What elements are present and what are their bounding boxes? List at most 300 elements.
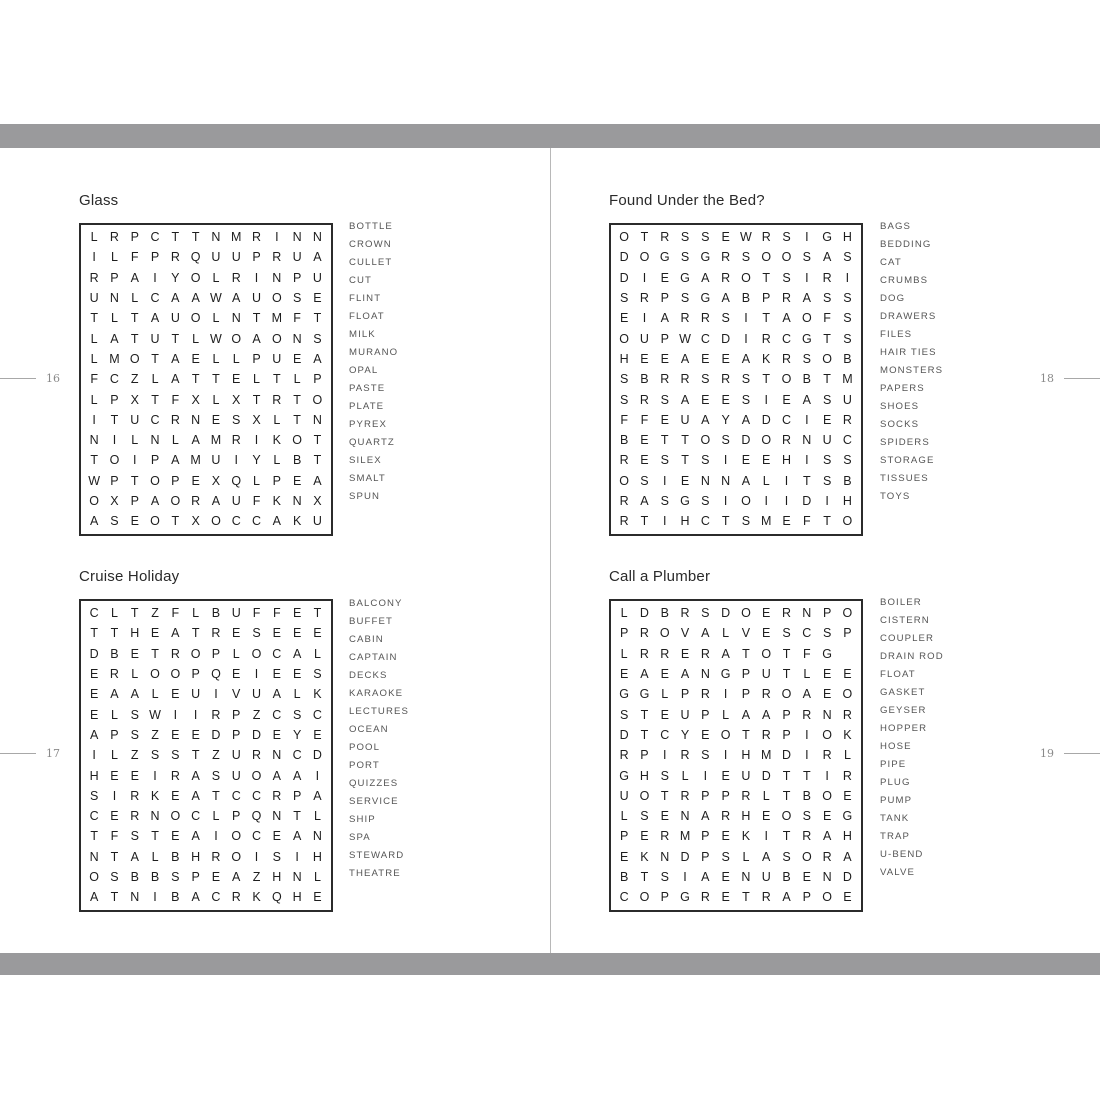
grid-letter: A	[721, 291, 730, 306]
grid-letter: O	[801, 849, 812, 864]
grid-letter: A	[191, 829, 200, 844]
grid-letter: T	[823, 331, 831, 346]
grid-letter: A	[680, 392, 690, 407]
grid-letter: S	[701, 494, 710, 508]
grid-letter: A	[191, 291, 200, 306]
grid-letter: S	[171, 870, 180, 884]
grid-letter: O	[659, 626, 670, 641]
grid-letter: S	[89, 788, 99, 803]
grid-letter: A	[680, 667, 690, 682]
grid-letter: X	[191, 514, 200, 529]
grid-letter: R	[761, 727, 771, 742]
grid-letter: I	[153, 270, 157, 285]
grid-letter: U	[211, 250, 221, 265]
grid-letter: H	[680, 514, 690, 529]
grid-letter: L	[131, 667, 139, 682]
word-list-item: COUPLER	[880, 633, 935, 645]
word-list-item: TANK	[880, 813, 910, 825]
word-list	[349, 595, 409, 883]
puzzle-title: Cruise Holiday	[79, 568, 180, 585]
grid-letter: E	[660, 270, 669, 285]
word-list	[349, 218, 398, 506]
word-list-item: SERVICE	[349, 796, 399, 808]
word-list-item: LECTURES	[349, 706, 409, 718]
grid-letter: C	[231, 788, 241, 803]
grid-letter: Z	[130, 748, 139, 763]
grid-letter: U	[191, 687, 201, 702]
grid-letter: A	[701, 809, 710, 824]
grid-letter: E	[762, 809, 771, 824]
grid-letter: I	[153, 768, 157, 783]
grid-letter: E	[721, 829, 730, 844]
word-list-item: SOCKS	[880, 419, 920, 431]
grid-letter: H	[842, 230, 852, 245]
grid-letter: E	[660, 809, 669, 824]
word-list-item: TISSUES	[880, 473, 929, 485]
grid-letter: O	[271, 331, 282, 346]
word-list-item: SPIDERS	[880, 437, 930, 449]
grid-letter: E	[660, 707, 669, 722]
grid-letter: K	[843, 727, 852, 742]
grid-letter: P	[252, 250, 261, 265]
grid-letter: A	[89, 727, 99, 742]
grid-letter: S	[130, 727, 139, 742]
grid-letter: T	[151, 351, 159, 366]
grid-letter: L	[110, 748, 118, 763]
word-list	[880, 594, 944, 882]
grid-letter: A	[762, 707, 771, 722]
grid-letter: I	[845, 270, 850, 285]
grid-letter: O	[150, 473, 160, 488]
grid-letter: N	[272, 748, 282, 763]
grid-letter: U	[761, 870, 771, 884]
grid-letter: U	[639, 331, 649, 346]
word-list-item: CAT	[880, 257, 902, 269]
grid-letter: N	[700, 667, 710, 682]
grid-letter: A	[292, 768, 302, 783]
grid-letter: O	[89, 870, 100, 884]
grid-letter: L	[110, 311, 118, 326]
word-list-item: MURANO	[349, 347, 399, 359]
grid-letter: E	[822, 412, 832, 427]
grid-letter: W	[740, 230, 752, 245]
grid-letter: V	[741, 626, 751, 641]
grid-letter: H	[130, 626, 140, 641]
grid-letter: Q	[211, 667, 221, 682]
grid-letter: N	[292, 331, 302, 346]
grid-letter: S	[701, 372, 710, 387]
grid-letter: L	[90, 392, 98, 407]
grid-letter: R	[109, 667, 119, 682]
grid-letter: E	[660, 351, 669, 366]
grid-letter: S	[150, 748, 160, 763]
grid-letter: E	[171, 788, 180, 803]
grid-letter: I	[744, 311, 748, 326]
top-band	[0, 124, 1100, 148]
grid-letter: P	[741, 667, 751, 682]
grid-letter: O	[801, 311, 812, 326]
grid-letter: K	[272, 433, 281, 448]
word-list-item: PAPERS	[880, 383, 925, 395]
grid-letter: O	[170, 667, 181, 682]
grid-letter: A	[701, 626, 710, 641]
grid-letter: R	[721, 809, 731, 824]
grid-letter: A	[292, 829, 302, 844]
word-list-item: SPUN	[349, 491, 381, 503]
grid-letter: O	[619, 230, 630, 245]
grid-letter: I	[295, 849, 299, 864]
grid-letter: I	[723, 494, 728, 508]
grid-letter: I	[784, 494, 789, 508]
grid-letter: P	[150, 453, 160, 468]
grid-letter: N	[312, 230, 322, 245]
grid-letter: R	[761, 687, 771, 702]
page-number-rule	[1064, 753, 1100, 754]
grid-letter: C	[252, 788, 262, 803]
grid-letter: A	[721, 646, 730, 661]
grid-letter: E	[171, 687, 180, 702]
word-list-item: QUARTZ	[349, 437, 395, 449]
grid-letter: L	[742, 849, 750, 864]
grid-letter: A	[272, 768, 281, 783]
grid-letter: P	[701, 829, 710, 844]
grid-letter: N	[109, 291, 119, 306]
grid-letter: M	[271, 311, 283, 326]
grid-letter: S	[843, 311, 852, 326]
grid-letter: S	[782, 849, 791, 864]
grid-letter: B	[782, 870, 791, 884]
grid-letter: A	[191, 433, 200, 448]
grid-letter: X	[211, 473, 221, 488]
grid-letter: A	[89, 890, 99, 905]
grid-letter: T	[782, 667, 791, 682]
grid-letter: C	[231, 514, 241, 529]
grid-letter: T	[762, 372, 771, 387]
grid-letter: R	[211, 626, 221, 641]
grid-letter: P	[619, 626, 629, 641]
grid-letter: I	[193, 707, 198, 722]
grid-letter: U	[150, 331, 160, 346]
grid-letter: K	[292, 514, 302, 529]
word-list	[880, 218, 943, 506]
word-list-item: HOPPER	[880, 723, 928, 735]
grid-letter: E	[701, 727, 710, 742]
grid-letter: G	[842, 809, 853, 824]
grid-letter: O	[292, 433, 302, 448]
grid-letter: M	[842, 372, 853, 387]
grid-letter: A	[822, 250, 832, 265]
grid-letter: E	[822, 687, 832, 702]
grid-letter: L	[722, 707, 730, 722]
grid-letter: S	[721, 433, 730, 448]
grid-letter: M	[231, 230, 242, 245]
grid-letter: Q	[271, 890, 282, 905]
grid-letter: C	[150, 291, 160, 306]
grid-letter: I	[723, 687, 728, 702]
grid-letter: I	[703, 768, 708, 783]
grid-letter: H	[639, 768, 649, 783]
word-list-item: QUIZZES	[349, 778, 399, 790]
grid-letter: D	[721, 606, 731, 621]
grid-letter: O	[700, 433, 711, 448]
grid-letter: I	[805, 453, 809, 468]
grid-letter: D	[802, 494, 812, 508]
grid-letter: O	[822, 788, 832, 803]
grid-letter: O	[741, 270, 751, 285]
grid-letter: L	[313, 870, 321, 884]
grid-letter: N	[802, 433, 812, 448]
grid-letter: B	[292, 453, 302, 468]
grid-letter: I	[723, 453, 728, 468]
grid-letter: R	[782, 291, 792, 306]
grid-letter: T	[273, 372, 281, 387]
grid-letter: T	[191, 230, 200, 245]
grid-letter: W	[149, 707, 161, 722]
word-list-item: PLUG	[880, 777, 911, 789]
word-list-item: DRAWERS	[880, 311, 937, 323]
grid-letter: U	[822, 433, 832, 448]
grid-letter: A	[130, 687, 139, 702]
grid-letter: T	[252, 311, 261, 326]
grid-letter: C	[660, 727, 670, 742]
grid-letter: R	[680, 372, 690, 387]
grid-letter: A	[292, 646, 302, 661]
grid-letter: P	[292, 788, 302, 803]
word-list-item: POOL	[349, 742, 381, 754]
grid-letter: U	[130, 412, 140, 427]
word-list-item: BEDDING	[880, 239, 932, 251]
grid-letter: P	[232, 707, 241, 722]
grid-letter: U	[680, 707, 690, 722]
grid-letter: I	[315, 768, 320, 783]
grid-letter: A	[782, 311, 791, 326]
grid-letter: L	[681, 768, 689, 783]
grid-letter: B	[843, 473, 852, 488]
grid-letter: R	[802, 829, 812, 844]
grid-letter: E	[191, 473, 200, 488]
word-list-item: CABIN	[349, 634, 384, 646]
grid-letter: R	[231, 270, 241, 285]
grid-letter: O	[822, 351, 832, 366]
grid-letter: E	[701, 351, 710, 366]
grid-letter: I	[275, 230, 279, 245]
word-list-item: STORAGE	[880, 455, 935, 467]
grid-letter: P	[619, 829, 629, 844]
bottom-band	[0, 953, 1100, 975]
grid-letter: E	[272, 667, 281, 682]
grid-letter: L	[212, 392, 220, 407]
grid-letter: A	[741, 351, 751, 366]
grid-letter: I	[784, 473, 789, 488]
grid-letter: T	[313, 453, 322, 468]
grid-letter: E	[802, 870, 811, 884]
grid-letter: R	[700, 646, 710, 661]
grid-letter: L	[762, 788, 770, 803]
grid-letter: P	[782, 727, 791, 742]
word-list-item: FLOAT	[349, 311, 385, 323]
grid-letter: E	[680, 646, 690, 661]
grid-letter: P	[721, 788, 730, 803]
grid-letter: P	[191, 667, 200, 682]
grid-letter: T	[151, 646, 159, 661]
grid-letter: P	[232, 727, 241, 742]
grid-letter: E	[232, 626, 241, 641]
grid-letter: I	[642, 311, 647, 326]
grid-letter: T	[681, 453, 689, 468]
grid-letter: O	[781, 250, 792, 265]
grid-letter: C	[109, 372, 119, 387]
grid-letter: D	[211, 727, 221, 742]
word-list-item: BAGS	[880, 221, 912, 232]
grid-letter: R	[782, 433, 792, 448]
grid-letter: O	[231, 829, 242, 844]
puzzle-title: Call a Plumber	[609, 568, 711, 585]
grid-letter: L	[131, 291, 139, 306]
grid-letter: S	[660, 453, 669, 468]
grid-letter: E	[701, 392, 710, 407]
grid-letter: E	[110, 809, 119, 824]
grid-letter: C	[292, 748, 302, 763]
grid-letter: L	[212, 270, 220, 285]
grid-letter: D	[619, 727, 629, 742]
grid-letter: I	[92, 250, 96, 265]
grid-letter: U	[211, 453, 221, 468]
grid-letter: S	[741, 514, 751, 529]
grid-letter: R	[842, 707, 852, 722]
grid-letter: V	[680, 626, 690, 641]
grid-letter: K	[252, 890, 261, 905]
grid-letter: E	[89, 687, 99, 702]
word-list-item: FILES	[880, 329, 913, 341]
grid-letter: R	[802, 707, 812, 722]
grid-letter: L	[192, 331, 200, 346]
grid-letter: P	[272, 473, 281, 488]
grid-letter: M	[761, 748, 772, 763]
grid-letter: D	[89, 646, 99, 661]
grid-letter: A	[313, 250, 322, 265]
grid-letter: I	[92, 412, 96, 427]
grid-letter: T	[171, 514, 180, 529]
grid-letter: A	[640, 667, 649, 682]
grid-letter: Q	[190, 250, 201, 265]
word-list-item: PLATE	[349, 401, 385, 413]
grid-letter: S	[822, 392, 832, 407]
grid-letter: I	[642, 270, 647, 285]
grid-letter: S	[701, 453, 710, 468]
grid-letter: U	[231, 494, 241, 508]
grid-letter: N	[231, 311, 241, 326]
grid-letter: S	[701, 606, 710, 621]
grid-letter: A	[843, 849, 852, 864]
grid-letter: A	[741, 473, 751, 488]
grid-letter: S	[660, 870, 669, 884]
grid-letter: O	[619, 331, 630, 346]
word-list-item: OCEAN	[349, 724, 389, 736]
grid-letter: S	[130, 829, 139, 844]
grid-letter: L	[253, 372, 260, 387]
grid-letter: E	[640, 829, 649, 844]
grid-letter: T	[151, 392, 159, 407]
grid-letter: L	[110, 250, 118, 265]
grid-letter: A	[741, 412, 751, 427]
grid-letter: Z	[151, 606, 159, 621]
grid-letter: A	[640, 494, 649, 508]
grid-letter: A	[782, 890, 791, 905]
grid-letter: E	[640, 351, 649, 366]
grid-letter: S	[211, 768, 221, 783]
word-list-item: CAPTAIN	[349, 652, 398, 664]
grid-letter: T	[742, 646, 750, 661]
grid-letter: P	[802, 890, 811, 905]
grid-letter: C	[150, 412, 160, 427]
grid-letter: A	[272, 687, 281, 702]
grid-letter: S	[822, 453, 832, 468]
grid-letter: A	[741, 707, 751, 722]
grid-letter: O	[639, 250, 650, 265]
grid-letter: L	[90, 331, 98, 346]
grid-letter: O	[271, 291, 282, 306]
grid-letter: N	[191, 412, 201, 427]
grid-letter: I	[805, 727, 809, 742]
grid-letter: T	[191, 372, 200, 387]
grid-letter: P	[680, 687, 690, 702]
grid-letter: B	[843, 351, 852, 366]
grid-letter: E	[313, 890, 322, 905]
grid-letter: S	[619, 372, 629, 387]
grid-letter: G	[619, 768, 630, 783]
grid-letter: T	[782, 829, 791, 844]
word-list-item: GEYSER	[880, 705, 927, 717]
grid-letter: M	[761, 514, 772, 529]
grid-letter: X	[110, 494, 119, 508]
grid-letter: O	[822, 727, 832, 742]
grid-letter: S	[782, 626, 791, 641]
grid-letter: P	[211, 646, 221, 661]
grid-letter: P	[660, 331, 669, 346]
grid-letter: P	[701, 788, 710, 803]
grid-letter: S	[619, 392, 629, 407]
word-list-item: SHOES	[880, 401, 920, 413]
grid-letter: I	[663, 514, 667, 529]
grid-letter: A	[171, 453, 180, 468]
grid-letter: R	[211, 707, 221, 722]
grid-letter: I	[214, 687, 218, 702]
grid-letter: E	[762, 453, 771, 468]
grid-letter: R	[721, 270, 731, 285]
grid-letter: L	[110, 606, 118, 621]
grid-letter: L	[620, 809, 628, 824]
word-list-item: HAIR TIES	[880, 347, 937, 359]
word-list-item: PIPE	[880, 759, 907, 771]
grid-letter: O	[231, 849, 242, 864]
grid-letter: L	[293, 687, 301, 702]
grid-letter: R	[822, 748, 832, 763]
grid-letter: S	[741, 250, 751, 265]
grid-letter: R	[660, 646, 670, 661]
grid-letter: C	[272, 646, 282, 661]
grid-letter: P	[252, 351, 261, 366]
grid-letter: B	[171, 890, 180, 905]
grid-letter: S	[822, 626, 832, 641]
grid-letter: A	[252, 331, 261, 346]
grid-letter: R	[822, 849, 832, 864]
grid-letter: T	[803, 473, 811, 488]
grid-letter: R	[252, 748, 262, 763]
grid-letter: S	[272, 849, 281, 864]
word-list-item: PUMP	[880, 795, 913, 807]
grid-letter: E	[313, 291, 322, 306]
page-number-label: 19	[1040, 746, 1054, 760]
